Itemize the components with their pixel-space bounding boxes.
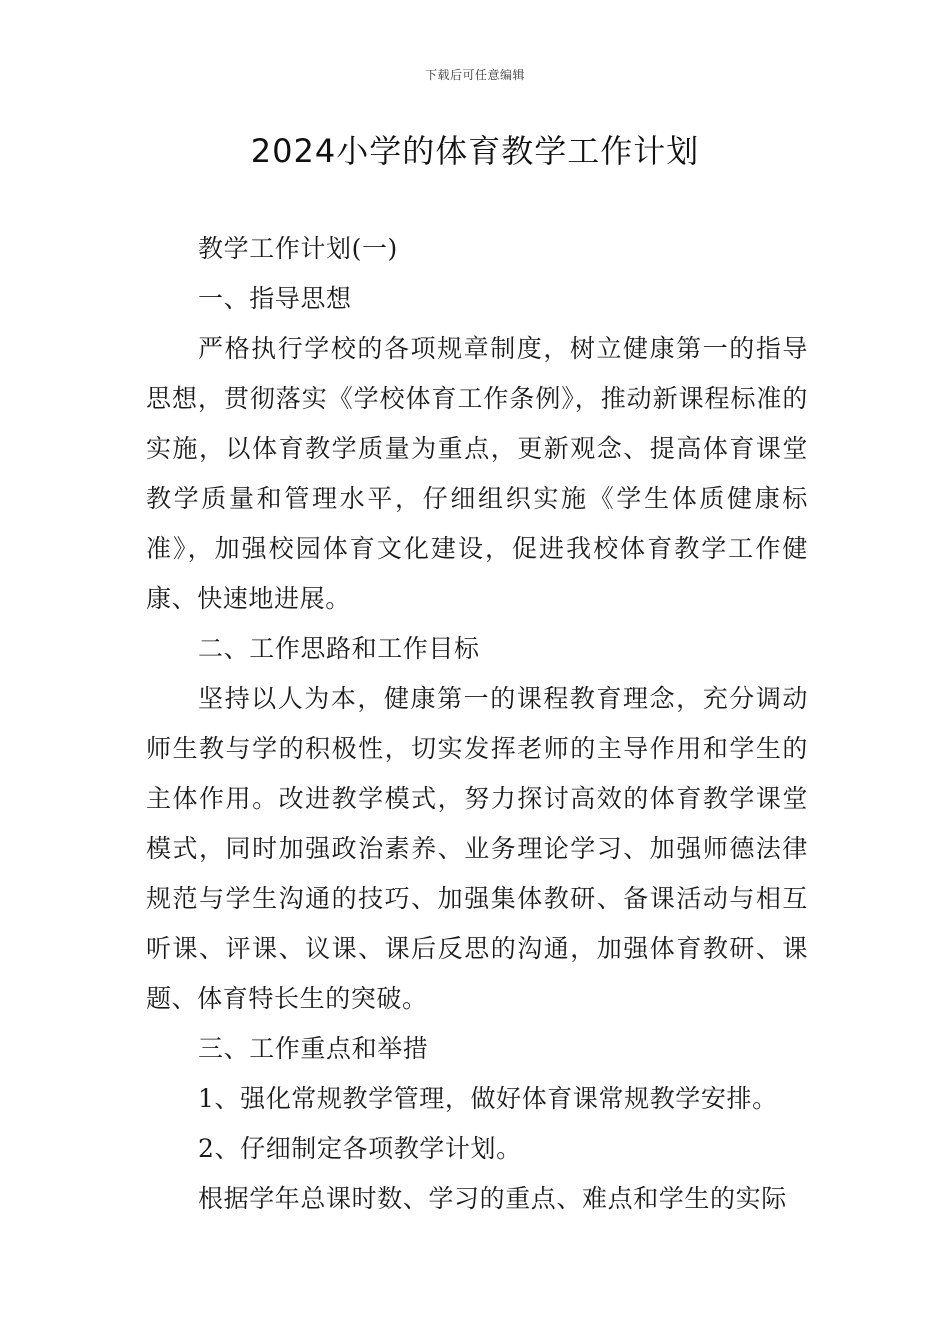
document-title: 2024小学的体育教学工作计划 bbox=[250, 132, 700, 170]
plan-subtitle: 教学工作计划(一) bbox=[198, 234, 398, 263]
document-body bbox=[146, 224, 808, 1224]
paragraph-plan-basis: 根据学年总课时数、学习的重点、难点和学生的实际 bbox=[198, 1184, 787, 1213]
section-heading-key-points: 三、工作重点和举措 bbox=[198, 1034, 429, 1063]
paragraph-guiding-thought: 严格执行学校的各项规章制度，树立健康第一的指导思想，贯彻落实《学校体育工作条例》，推动新课程标准的实施，以体育教学质量为重点，更新观念、提高体育课堂教学质量和管理水平，仔细组织实施《学生体质健康标准》，加强校园体育文化建设，促进我校体育教学工作健康、快速地进展。 bbox=[146, 334, 808, 613]
section-heading-guiding-thought: 一、指导思想 bbox=[198, 284, 352, 313]
list-item-2: 2、仔细制定各项教学计划。 bbox=[198, 1134, 522, 1163]
header-note: 下载后可任意编辑 bbox=[424, 68, 525, 82]
paragraph-work-ideas: 坚持以人为本，健康第一的课程教育理念，充分调动师生教与学的积极性，切实发挥老师的主导作用和学生的主体作用。改进教学模式，努力探讨高效的体育教学课堂模式，同时加强政治素养、业务理论学习、加强师德法律规范与学生沟通的技巧、加强集体教研、备课活动与相互听课、评课、议课、课后反思的沟通，加强体育教研、课题、体育特长生的突破。 bbox=[146, 684, 808, 1013]
section-heading-work-ideas: 二、工作思路和工作目标 bbox=[198, 634, 480, 663]
list-item-1: 1、强化常规教学管理，做好体育课常规教学安排。 bbox=[198, 1084, 778, 1113]
